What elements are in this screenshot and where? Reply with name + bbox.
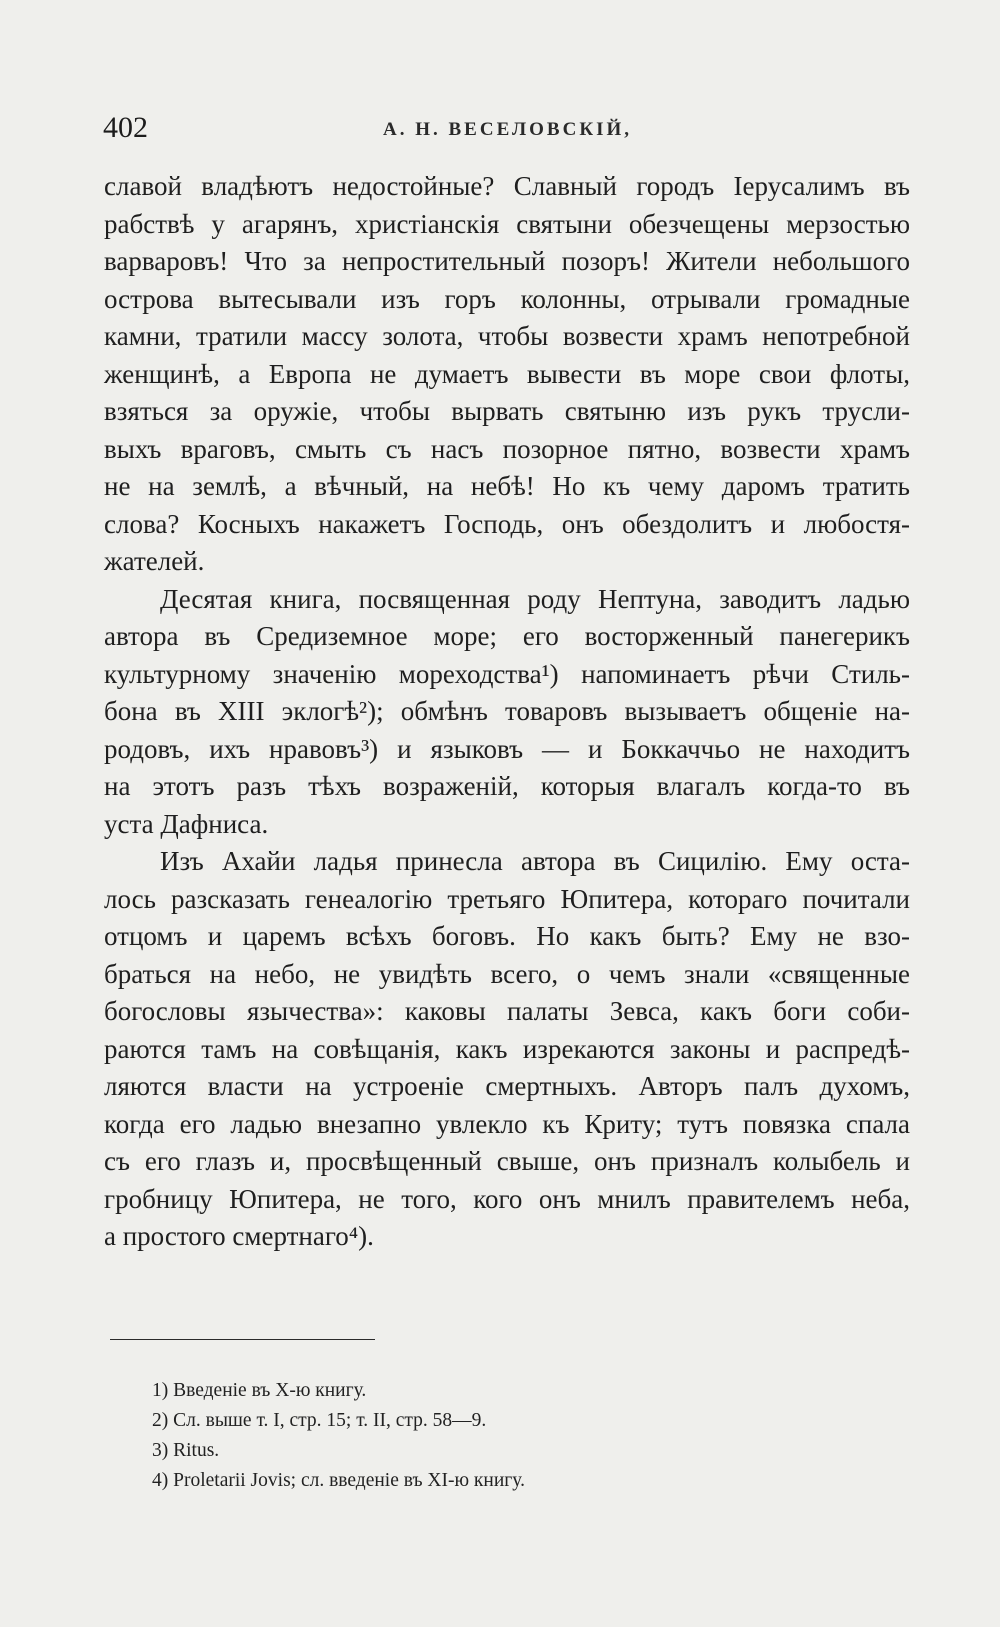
page-header (103, 108, 908, 152)
body-line: лось разсказать генеалогію третьяго Юпитера, котораго почитали (104, 883, 910, 914)
body-line: слова? Косныхъ накажетъ Господь, онъ обездолитъ и любостя- (104, 508, 910, 539)
body-line: отцомъ и царемъ всѣхъ боговъ. Но какъ быть? Ему не взо- (104, 921, 910, 951)
body-line: съ его глазъ и, просвѣщенный свыше, онъ призналъ колыбель и (104, 1146, 910, 1176)
body-line: на этотъ разъ тѣхъ возраженій, которыя влагалъ когда-то въ (104, 771, 910, 801)
body-line: богословы язычества»: каковы палаты Зевса, какъ боги соби- (104, 996, 910, 1026)
page-number: 402 (103, 111, 148, 144)
body-line: родовъ, ихъ нравовъ³) и языковъ — и Боккаччьо не находитъ (104, 733, 910, 764)
running-head: А. Н. ВЕСЕЛОВСКІЙ, (383, 119, 633, 140)
footnote: 2) Сл. выше т. I, стр. 15; т. II, стр. 58—9. (152, 1410, 487, 1431)
body-line: Изъ Ахайи ладья принесла автора въ Сицилію. Ему оста- (160, 846, 910, 876)
body-line: выхъ враговъ, смыть съ насъ позорное пятно, возвести храмъ (104, 433, 910, 464)
body-line: камни, тратили массу золота, чтобы возвести храмъ непотребной (104, 321, 910, 351)
body-line: культурному значенію мореходства¹) напоминаетъ рѣчи Стиль- (104, 658, 910, 689)
body-line: бона въ XIII эклогѣ²); обмѣнъ товаровъ вызываетъ общеніе на- (104, 696, 910, 726)
body-line: славой владѣютъ недостойные? Славный городъ Іерусалимъ въ (104, 171, 910, 201)
body-line: не на землѣ, а вѣчный, на небѣ! Но къ чему даромъ тратить (104, 471, 910, 501)
footnotes (152, 1376, 852, 1496)
body-line: женщинѣ, а Европа не думаетъ вывести въ море свои флоты, (104, 358, 910, 389)
body-line: взяться за оружіе, чтобы вырвать святыню изъ рукъ трусли- (104, 396, 910, 426)
footnote-divider (110, 1339, 375, 1340)
body-line: Десятая книга, посвященная роду Нептуна, заводитъ ладью (160, 583, 910, 614)
body-line: браться на небо, не увидѣть всего, о чемъ знали «священные (104, 958, 910, 989)
body-line: острова вытесывали изъ горъ колонны, отрывали громадные (104, 283, 910, 314)
body-line: варваровъ! Что за непростительный позоръ! Жители небольшого (104, 246, 910, 276)
body-line: гробницу Юпитера, не того, кого онъ мнилъ правителемъ неба, (104, 1183, 910, 1214)
body-text (104, 168, 910, 1256)
body-line: автора въ Средиземное море; его восторженный панегерикъ (104, 621, 910, 651)
body-line: раются тамъ на совѣщанія, какъ изрекаются законы и распредѣ- (104, 1033, 910, 1064)
body-line: ляются власти на устроеніе смертныхъ. Авторъ палъ духомъ, (104, 1071, 910, 1101)
body-line: рабствѣ у агарянъ, христіанскія святыни обезчещены мерзостью (104, 208, 910, 239)
body-line: уста Дафниса. (104, 808, 269, 839)
footnote: 1) Введеніе въ X-ю книгу. (152, 1380, 367, 1401)
body-line: а простого смертнаго⁴). (104, 1221, 374, 1251)
body-line: когда его ладью внезапно увлекло къ Криту; тутъ повязка спала (104, 1108, 910, 1139)
footnote: 3) Ritus. (152, 1440, 220, 1461)
body-line: жателей. (104, 546, 205, 576)
footnote: 4) Proletarii Jovis; сл. введеніе въ XI-ю книгу. (152, 1470, 525, 1491)
